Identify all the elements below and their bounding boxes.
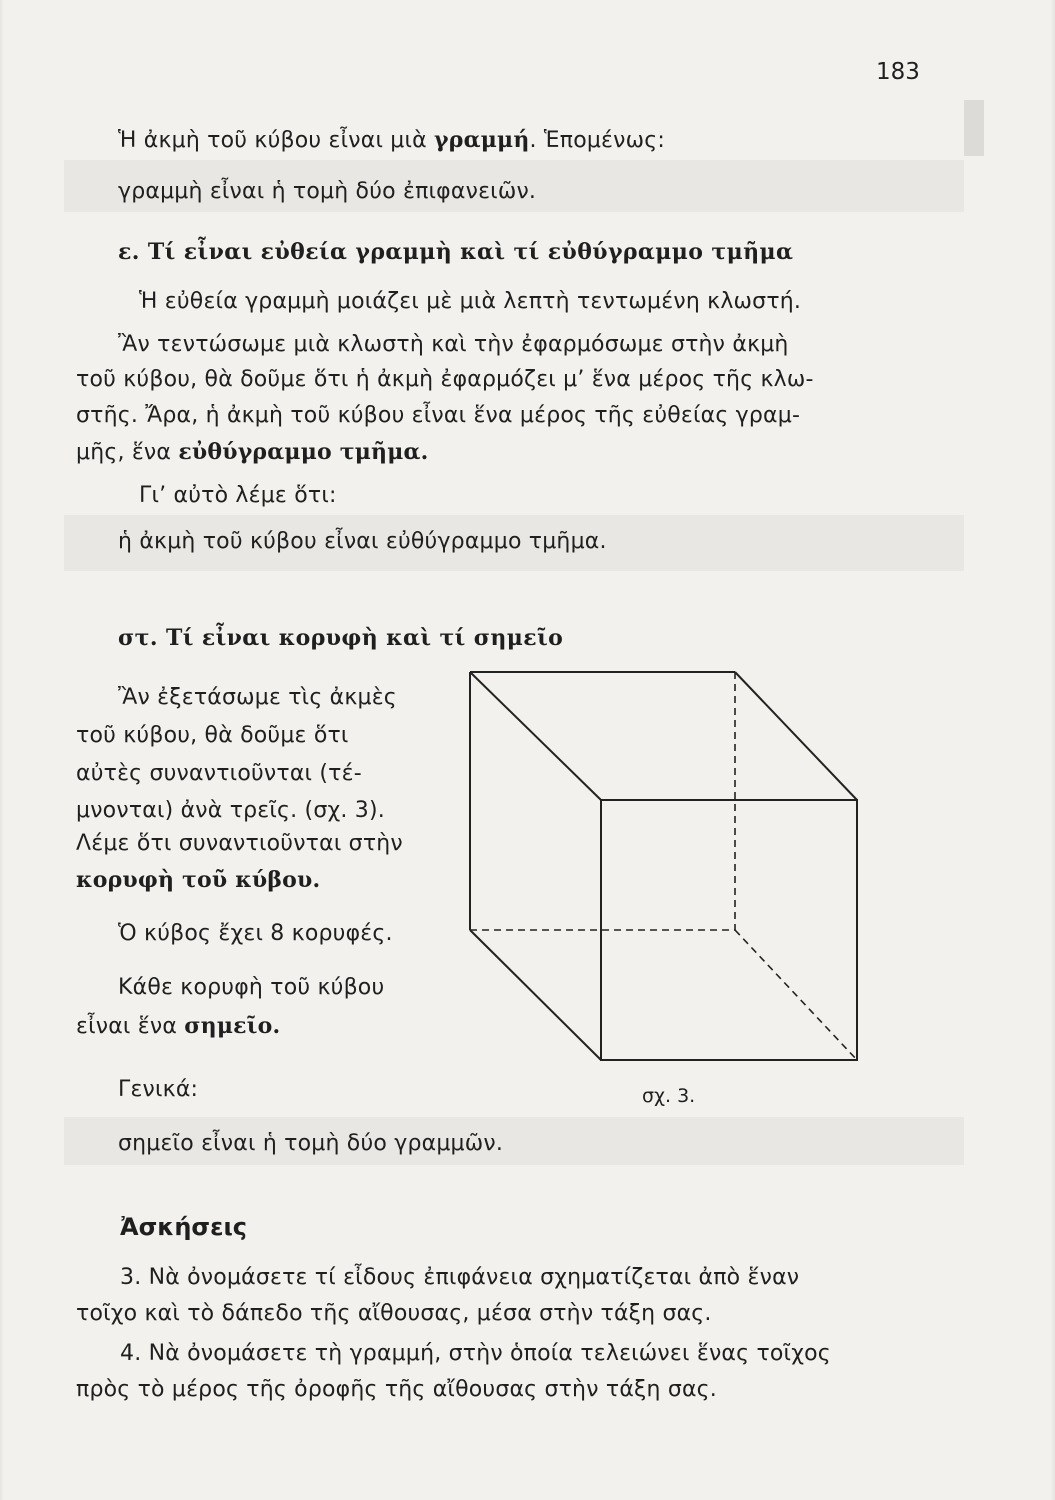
paragraph-line: Λέμε ὅτι συναντιοῦνται στὴν	[76, 831, 403, 856]
paragraph-line: Γενικά:	[118, 1077, 199, 1102]
figure-caption: σχ. 3.	[642, 1085, 696, 1107]
exercises-title: Ἀσκήσεις	[120, 1213, 248, 1241]
paragraph-line: Ὁ κύβος ἔχει 8 κορυφές.	[118, 921, 393, 946]
paragraph-line	[76, 1012, 280, 1041]
definition-line: σημεῖο εἶναι ἡ τομὴ δύο γραμμῶν.	[118, 1131, 504, 1156]
paragraph-line: τοῦ κύβου, θὰ δοῦμε ὅτι ἡ ἀκμὴ ἐφαρμόζει μ’ ἕνα μέρος τῆς κλω-	[76, 367, 814, 392]
paragraph-line: Ἡ εὐθεία γραμμὴ μοιάζει μὲ μιὰ λεπτὴ τεντωμένη κλωστή.	[139, 289, 802, 314]
exercise-line: πρὸς τὸ μέρος τῆς ὀροφῆς τῆς αἴθουσας στὴν τάξη σας.	[76, 1377, 717, 1402]
cube-top-right-edge	[735, 672, 857, 800]
exercise-line: 4. Νὰ ὀνομάσετε τὴ γραμμή, στὴν ὁποία τελειώνει ἕνας τοῖχος	[120, 1341, 831, 1366]
cube-hidden-depth-edge	[735, 930, 857, 1060]
text-run: μῆς, ἕνα	[76, 440, 179, 465]
paragraph-line: Ἂν τεντώσωμε μιὰ κλωστὴ καὶ τὴν ἐφαρμόσωμε στὴν ἀκμὴ	[118, 332, 789, 357]
paragraph-line: αὐτὲς συναντιοῦνται (τέ-	[76, 761, 362, 786]
paragraph-line: Ἂν ἐξετάσωμε τὶς ἀκμὲς	[118, 685, 397, 710]
paragraph-line: Κάθε κορυφὴ τοῦ κύβου	[118, 975, 385, 1000]
bold-term: κορυφὴ τοῦ κύβου.	[76, 867, 321, 893]
definition-line: γραμμὴ εἶναι ἡ τομὴ δύο ἐπιφανειῶν.	[118, 179, 537, 204]
cube-bottom-left-edge	[470, 930, 601, 1060]
text-run: Ἡ ἀκμὴ τοῦ κύβου εἶναι μιὰ	[118, 128, 435, 153]
exercise-line: 3. Νὰ ὀνομάσετε τί εἶδους ἐπιφάνεια σχηματίζεται ἀπὸ ἕναν	[120, 1265, 800, 1290]
section-heading-e: ε. Τί εἶναι εὐθεία γραμμὴ καὶ τί εὐθύγραμμο τμῆμα	[118, 239, 794, 265]
paragraph-line	[76, 438, 429, 467]
cube-top-left-edge	[470, 672, 601, 800]
paragraph-line: τοῦ κύβου, θὰ δοῦμε ὅτι	[76, 723, 349, 748]
paragraph-line: Γι’ αὐτὸ λέμε ὅτι:	[139, 483, 337, 508]
text-run: εἶναι ἕνα	[76, 1014, 185, 1039]
section-heading-st: στ. Τί εἶναι κορυφὴ καὶ τί σημεῖο	[118, 625, 564, 651]
cube-figure	[455, 660, 875, 1120]
bold-term: γραμμή	[434, 127, 530, 153]
text-run: . Ἑπομένως:	[529, 128, 665, 153]
edge-smudge	[964, 100, 984, 156]
paragraph-line: μνονται) ἀνὰ τρεῖς. (σχ. 3).	[76, 798, 385, 823]
definition-line: ἡ ἀκμὴ τοῦ κύβου εἶναι εὐθύγραμμο τμῆμα.	[118, 529, 607, 554]
bold-term: σημεῖο.	[184, 1013, 281, 1039]
page-number: 183	[876, 59, 920, 85]
bold-term: εὐθύγραμμο τμῆμα.	[178, 439, 429, 465]
paragraph-line: στῆς. Ἄρα, ἡ ἀκμὴ τοῦ κύβου εἶναι ἕνα μέρος τῆς εὐθείας γραμ-	[76, 403, 801, 428]
paragraph-line	[118, 126, 665, 155]
exercise-line: τοῖχο καὶ τὸ δάπεδο τῆς αἴθουσας, μέσα στὴν τάξη σας.	[76, 1301, 712, 1326]
